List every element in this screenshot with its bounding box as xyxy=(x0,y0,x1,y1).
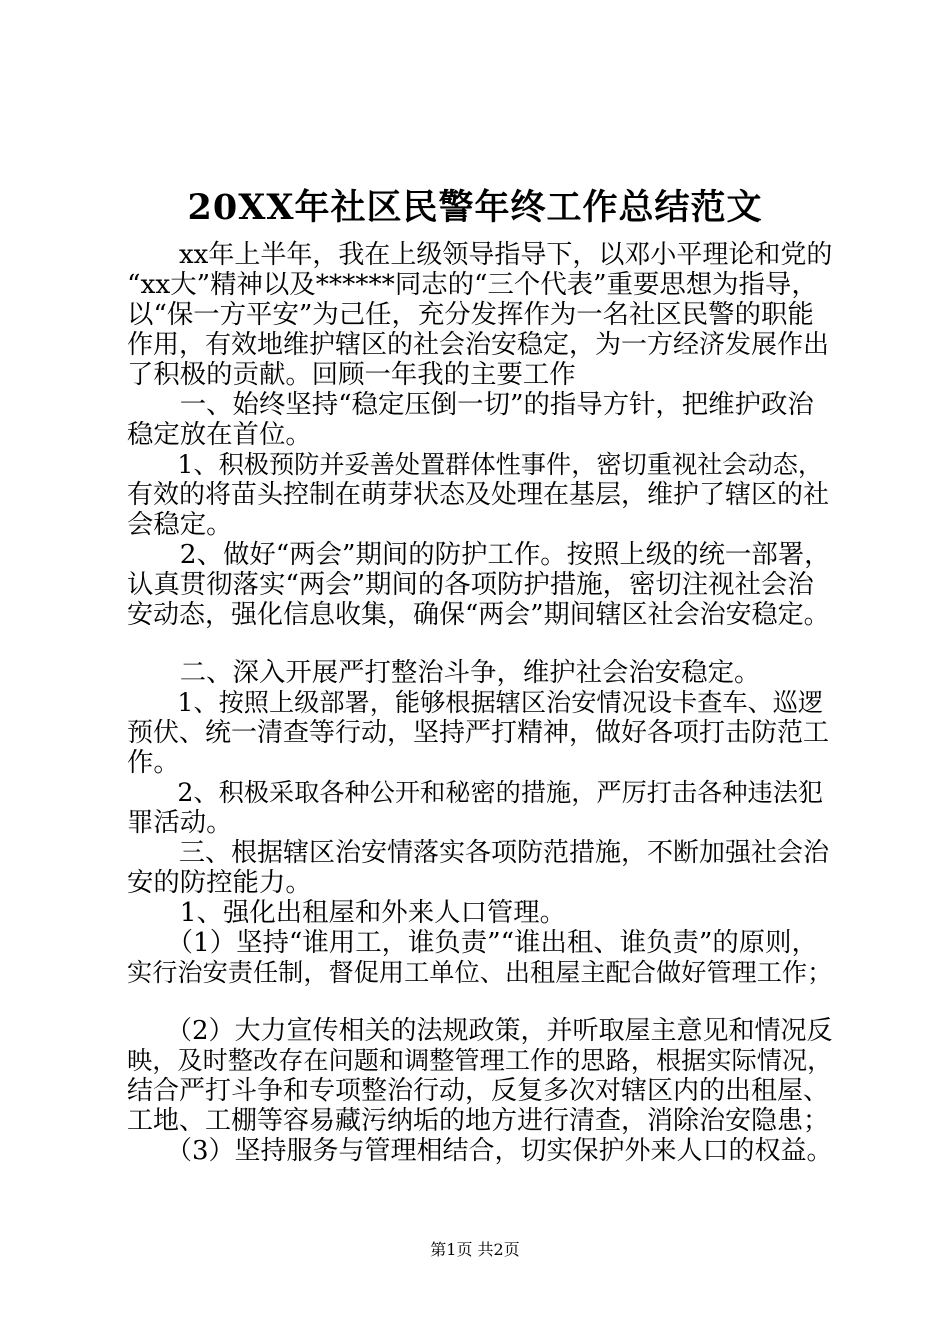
document-title: 20XX年社区民警年终工作总结范文 xyxy=(187,187,763,228)
paragraph-line: 映，及时整改存在问题和调整管理工作的思路，根据实际情况， xyxy=(127,1046,833,1075)
paragraph-line: 稳定放在首位。 xyxy=(127,419,312,450)
blank-line xyxy=(127,630,833,658)
paragraph-line: 罪活动。 xyxy=(127,807,233,838)
paragraph-line: （1）坚持“谁用工，谁负责”“谁出租、谁负责”的原则， xyxy=(127,927,818,958)
paragraph-line: 2、积极采取各种公开和秘密的措施，严厉打击各种违法犯 xyxy=(127,778,824,807)
paragraph-line: （3）坚持服务与管理相结合，切实保护外来人口的权益。 xyxy=(127,1136,833,1166)
paragraph-line: 结合严打斗争和专项整治行动，反复多次对辖区内的出租屋、 xyxy=(127,1076,830,1106)
page-footer: 第1页 共2页 xyxy=(430,1240,520,1259)
document-body xyxy=(127,240,833,1166)
paragraph-line: 三、根据辖区治安情落实各项防范措施，不断加强社会治 xyxy=(127,838,830,868)
paragraph-line: 作。 xyxy=(127,747,180,778)
paragraph-line: 1、积极预防并妥善处置群体性事件，密切重视社会动态， xyxy=(127,450,824,479)
paragraph-line: 1、强化出租屋和外来人口管理。 xyxy=(127,897,567,928)
paragraph-line: 以“保一方平安”为己任，充分发挥作为一名社区民警的职能 xyxy=(127,299,814,330)
paragraph-line: 一、始终坚持“稳定压倒一切”的指导方针，把维护政治 xyxy=(127,389,814,420)
paragraph-line: 会稳定。 xyxy=(127,509,233,540)
paragraph-line: 安动态，强化信息收集，确保“两会”期间辖区社会治安稳定。 xyxy=(127,600,830,630)
paragraph-line: 1、按照上级部署，能够根据辖区治安情况设卡查车、巡逻 xyxy=(127,688,824,717)
paragraph-line: xx年上半年，我在上级领导指导下，以邓小平理论和党的 xyxy=(127,240,833,270)
paragraph-line: “xx大”精神以及******同志的“三个代表”重要思想为指导， xyxy=(127,269,818,300)
paragraph-line: 认真贯彻落实“两会”期间的各项防护措施，密切注视社会治 xyxy=(127,569,814,600)
blank-line xyxy=(127,988,833,1016)
paragraph-line: 二、深入开展严打整治斗争，维护社会治安稳定。 xyxy=(127,657,761,688)
paragraph-line: 了积极的贡献。回顾一年我的主要工作 xyxy=(127,359,576,390)
paragraph-line: 作用，有效地维护辖区的社会治安稳定，为一方经济发展作出 xyxy=(127,330,830,360)
paragraph-line: 2、做好“两会”期间的防护工作。按照上级的统一部署， xyxy=(127,539,831,570)
paragraph-line: 预伏、统一清查等行动，坚持严打精神，做好各项打击防范工 xyxy=(127,718,830,748)
paragraph-line: 实行治安责任制，督促用工单位、出租屋主配合做好管理工作； xyxy=(127,958,833,987)
paragraph-line: 工地、工棚等容易藏污纳垢的地方进行清查，消除治安隐患； xyxy=(127,1106,830,1136)
paragraph-line: （2）大力宣传相关的法规政策，并听取屋主意见和情况反 xyxy=(127,1016,833,1046)
paragraph-line: 安的防控能力。 xyxy=(127,867,312,898)
paragraph-line: 有效的将苗头控制在萌芽状态及处理在基层，维护了辖区的社 xyxy=(127,480,830,510)
